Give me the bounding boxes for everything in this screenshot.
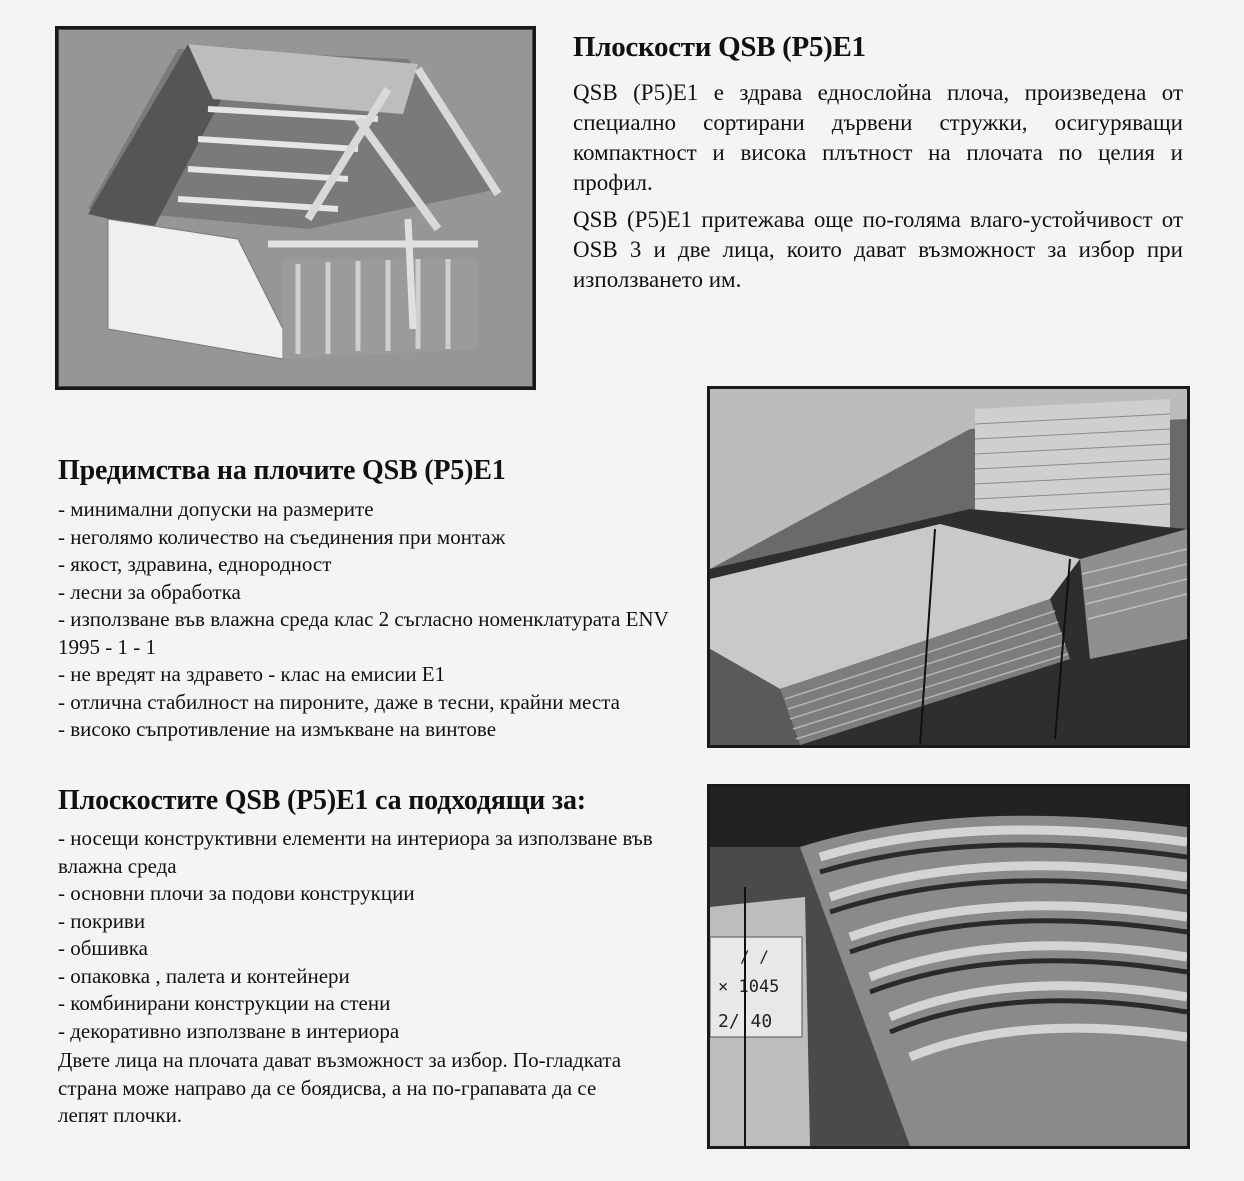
list-item: - отлична стабилност на пироните, даже в тесни, крайни места [58, 689, 678, 717]
list-item: - не вредят на здравето - клас на емисии Е1 [58, 661, 678, 689]
label-line-3: 2/ 40 [718, 1011, 773, 1032]
list-item: - обшивка [58, 935, 678, 963]
advantages-list [58, 496, 678, 744]
list-item: - носещи конструктивни елементи на интериора за използване във влажна среда [58, 825, 678, 880]
closing-paragraph: Двете лица на плочата дават възможност за избор. По-гладката страна може направо да се боядисва, а на по-грапавата да се лепят плочки. [58, 1048, 622, 1127]
board-stack-photo [707, 386, 1190, 748]
page-title: Плоскости QSB (P5)E1 [573, 31, 866, 63]
list-item: - якост, здравина, еднородност [58, 551, 678, 579]
list-item: - декоративно използване в интериора [58, 1018, 678, 1046]
suitable-for-list [58, 825, 678, 1045]
list-item: - основни плочи за подови конструкции [58, 880, 678, 908]
label-line-1: / / [740, 947, 769, 966]
list-item: - покриви [58, 908, 678, 936]
list-item: - опаковка , палета и контейнери [58, 963, 678, 991]
house-construction-image [55, 26, 536, 390]
suitable-for-title: Плоскостите QSB (P5)E1 са подходящи за: [58, 785, 586, 816]
list-item: - използване във влажна среда клас 2 съгласно номенклатурата ENV 1995 - 1 - 1 [58, 606, 678, 661]
intro-paragraph-2: QSB (P5)E1 притежава още по-голяма влаго-устойчивост от OSB 3 и две лица, които дават възможност за избор при използването им. [573, 207, 1183, 292]
list-item: - минимални допуски на размерите [58, 496, 678, 524]
intro-paragraph-1: QSB (P5)E1 е здрава еднослойна плоча, произведена от специално сортирани дървени стружки, осигуряващи компактност и висока плътност на плочата по целия и профил. [573, 80, 1183, 195]
list-item: - неголямо количество на съединения при монтаж [58, 524, 678, 552]
advantages-title: Предимства на плочите QSB (P5)E1 [58, 455, 506, 486]
label-line-2: × 1045 [718, 977, 780, 997]
list-item: - комбинирани конструкции на стени [58, 990, 678, 1018]
curved-board-stack-photo [707, 784, 1190, 1149]
list-item: - високо съпротивление на измъкване на винтове [58, 716, 678, 744]
list-item: - лесни за обработка [58, 579, 678, 607]
